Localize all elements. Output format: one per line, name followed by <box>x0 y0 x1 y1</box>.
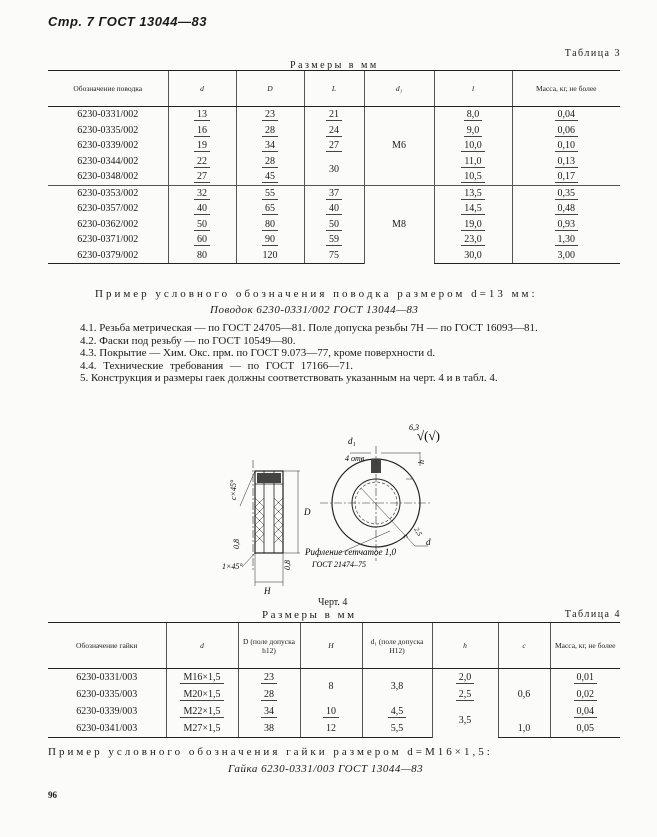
paragraph: 4.1. Резьба метрическая — по ГОСТ 24705—81. Поле допуска резьбы 7Н — по ГОСТ 16093—81. <box>80 322 538 334</box>
table-cell: 28 <box>238 686 300 703</box>
table-cell: 8 <box>300 669 362 704</box>
table-row <box>48 185 620 201</box>
table-row <box>48 201 620 217</box>
table-cell: 0,02 <box>550 686 620 703</box>
table-cell: M22×1,5 <box>166 703 238 720</box>
table3-header: l <box>434 71 512 107</box>
table4-header-row <box>48 623 620 669</box>
table-cell: 6230-0339/002 <box>77 140 139 152</box>
table3-header-row <box>48 71 620 107</box>
example2-line2: Гайка 6230-0331/003 ГОСТ 13044—83 <box>228 763 424 775</box>
table4-caption: Таблица 4 <box>564 609 621 620</box>
table-cell: 6230-0331/003 <box>76 672 138 683</box>
table-cell: 0,05 <box>550 720 620 738</box>
example1-line1: Пример условного обозначения поводка размером d=13 мм: <box>95 288 538 300</box>
dim-h: h <box>417 460 426 464</box>
knurl-note: Рифление сетчатое 1,0 <box>305 547 397 557</box>
table-cell: 10,5 <box>434 169 512 185</box>
table3-header: Обозначение поводка <box>48 71 168 107</box>
table-cell: 6230-0335/003 <box>76 689 138 700</box>
r08-label: 0,8 <box>232 539 241 549</box>
dim-c: c <box>401 532 411 541</box>
table-cell: 0,10 <box>512 138 620 154</box>
table-cell: 28 <box>236 154 304 170</box>
table4-header: H <box>300 623 362 669</box>
table4 <box>48 622 620 738</box>
dim-d1: d₁ <box>348 436 356 446</box>
page-header: Стр. 7 ГОСТ 13044—83 <box>48 14 207 29</box>
table3-header: D <box>236 71 304 107</box>
figure-caption: Черт. 4 <box>318 597 348 608</box>
table-cell: 27 <box>168 169 236 185</box>
table-cell: 0,13 <box>512 154 620 170</box>
table-cell: 10 <box>300 703 362 720</box>
table-cell: M20×1,5 <box>166 686 238 703</box>
table-cell: 1,30 <box>512 232 620 248</box>
table-cell: 13,5 <box>434 185 512 201</box>
table-cell: M27×1,5 <box>166 720 238 738</box>
table-cell: М6 <box>364 107 434 186</box>
table-row <box>48 669 620 687</box>
table-cell: 80 <box>168 248 236 264</box>
table-cell: 0,48 <box>512 201 620 217</box>
table-cell: 38 <box>238 720 300 738</box>
table-row <box>48 154 620 170</box>
table-cell: 34 <box>236 138 304 154</box>
table-row <box>48 138 620 154</box>
table-cell: 0,35 <box>512 185 620 201</box>
table-cell: 32 <box>168 185 236 201</box>
table-cell: 23,0 <box>434 232 512 248</box>
table-cell: 19,0 <box>434 217 512 233</box>
r08b-label: 0,8 <box>283 560 292 570</box>
table-cell: 55 <box>236 185 304 201</box>
table-cell: 16 <box>168 123 236 139</box>
table3 <box>48 70 620 264</box>
table-cell: 6230-0371/002 <box>77 234 139 246</box>
table3-caption: Таблица 3 <box>564 48 621 59</box>
table-cell: 12 <box>300 720 362 738</box>
table-cell: М8 <box>364 185 434 264</box>
example1-line2: Поводок 6230-0331/002 ГОСТ 13044—83 <box>210 304 419 316</box>
roughness-icon: √(√) <box>417 428 440 443</box>
table-cell: 50 <box>304 217 364 233</box>
table3-header: d <box>168 71 236 107</box>
table-cell: 40 <box>168 201 236 217</box>
table-cell: 30 <box>304 154 364 186</box>
paragraph: 5. Конструкция и размеры гаек должны соответствовать указанным на черт. 4 и в табл. 4. <box>80 372 498 384</box>
table3-header: Масса, кг, не более <box>512 71 620 107</box>
table-cell: M16×1,5 <box>166 669 238 687</box>
table-cell: 0,01 <box>550 669 620 687</box>
table-row <box>48 248 620 264</box>
table-row <box>48 720 620 738</box>
table-row <box>48 217 620 233</box>
table-row <box>48 123 620 139</box>
dim-d: d <box>426 537 431 547</box>
chamfer2-label: 1×45° <box>222 562 243 571</box>
table-cell: 50 <box>168 217 236 233</box>
table-cell: 6230-0353/002 <box>48 185 168 201</box>
paragraphs <box>48 322 620 385</box>
holes-note: 4 отв <box>345 454 365 463</box>
table-cell: 6230-0339/003 <box>76 706 138 717</box>
nut-drawing <box>200 416 460 598</box>
table-cell: 6230-0348/002 <box>77 171 139 183</box>
table-cell: 6230-0331/002 <box>77 109 139 121</box>
table-cell: 6230-0362/002 <box>77 218 139 230</box>
dim-H: H <box>264 586 271 596</box>
paragraph: 4.2. Фаски под резьбу — по ГОСТ 10549—80. <box>80 334 296 347</box>
table3-header: L <box>304 71 364 107</box>
table3-header: d₁ <box>364 71 434 107</box>
table4-header: d₁ (поле допуска Н12) <box>362 623 432 669</box>
table-cell: 6230-0357/002 <box>77 203 139 215</box>
table-cell: 40 <box>304 201 364 217</box>
table-cell: 75 <box>304 248 364 264</box>
table-cell: 19 <box>168 138 236 154</box>
table-cell: 2,0 <box>432 669 498 687</box>
table-cell: 34 <box>238 703 300 720</box>
table-cell: 3,5 <box>432 703 498 738</box>
table4-units: Размеры в мм <box>262 609 357 621</box>
dim-2-5: 2,5 <box>412 526 424 538</box>
table-cell: 11,0 <box>434 154 512 170</box>
table-cell: 59 <box>304 232 364 248</box>
table-cell: 90 <box>236 232 304 248</box>
table-cell: 0,04 <box>512 107 620 123</box>
table-cell: 8,0 <box>434 107 512 123</box>
table-cell: 0,06 <box>512 123 620 139</box>
table-cell: 120 <box>236 248 304 264</box>
table-cell: 2,5 <box>432 686 498 703</box>
table4-header: Масса, кг, не более <box>550 623 620 669</box>
table-cell: 21 <box>304 107 364 123</box>
front-view <box>320 446 432 561</box>
table-cell: 28 <box>236 123 304 139</box>
table-cell: 14,5 <box>434 201 512 217</box>
table-cell: 27 <box>304 138 364 154</box>
table-cell: 3,8 <box>362 669 432 704</box>
table-cell: 9,0 <box>434 123 512 139</box>
table-cell: 3,00 <box>512 248 620 264</box>
table-cell: 0,6 <box>498 669 550 721</box>
table-cell: 6230-0344/002 <box>77 155 139 167</box>
dim-D: D <box>304 507 311 517</box>
table-cell: 0,04 <box>550 703 620 720</box>
table-cell: 10,0 <box>434 138 512 154</box>
knurl-gost: ГОСТ 21474–75 <box>312 560 367 569</box>
table-row <box>48 107 620 123</box>
table4-header: Обозначение гайки <box>48 623 166 669</box>
table-cell: 6230-0341/003 <box>48 720 166 738</box>
table-cell: 65 <box>236 201 304 217</box>
table-cell: 24 <box>304 123 364 139</box>
table-cell: 5,5 <box>362 720 432 738</box>
table-cell: 23 <box>236 107 304 123</box>
table-cell: 6230-0335/002 <box>77 124 139 136</box>
table-cell: 1,0 <box>498 720 550 738</box>
page-number: 96 <box>48 790 57 800</box>
table3-units: Размеры в мм <box>290 60 379 71</box>
table-cell: 13 <box>168 107 236 123</box>
table-cell: 4,5 <box>362 703 432 720</box>
table-cell: 23 <box>238 669 300 687</box>
table-cell: 45 <box>236 169 304 185</box>
table-row <box>48 232 620 248</box>
table4-header: h <box>432 623 498 669</box>
paragraph: 4.3. Покрытие — Хим. Окс. прм. по ГОСТ 9.073—77, кроме поверхности d. <box>80 347 436 359</box>
table-cell: 37 <box>304 185 364 201</box>
paragraph: 4.4. Технические требования — по ГОСТ 17166—71. <box>80 359 354 372</box>
table4-header: D (поле допуска h12) <box>238 623 300 669</box>
table-cell: 80 <box>236 217 304 233</box>
table4-header: c <box>498 623 550 669</box>
table-cell: 0,17 <box>512 169 620 185</box>
table-cell: 60 <box>168 232 236 248</box>
table-cell: 30,0 <box>434 248 512 264</box>
table-cell: 6230-0379/002 <box>48 248 168 264</box>
table-cell: 22 <box>168 154 236 170</box>
table-cell: 0,93 <box>512 217 620 233</box>
table4-header: d <box>166 623 238 669</box>
roughness-value: 6,3 <box>409 423 419 432</box>
chamfer-label: c×45° <box>229 479 238 500</box>
example2-line1: Пример условного обозначения гайки размером d=M16×1,5: <box>48 746 493 758</box>
